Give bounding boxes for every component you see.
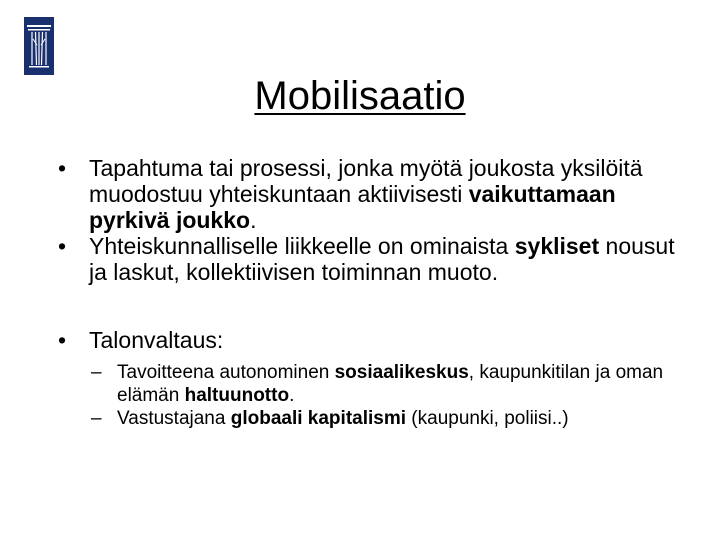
slide-body xyxy=(58,155,698,430)
sub-text: Tavoitteena autonominen xyxy=(117,362,335,383)
sub-bullet-item xyxy=(58,361,698,407)
bullet-text: nousut ja laskut, kollektiivisen toiminnan muoto. xyxy=(89,233,675,285)
sub-text: Vastustajana xyxy=(117,408,231,429)
bullet-text: Talonvaltaus: xyxy=(89,327,224,353)
bullet-mark: • xyxy=(58,233,67,259)
bullet-bold-text: vaikuttamaan pyrkivä joukko xyxy=(89,181,616,233)
bullet-text: Tapahtuma tai prosessi, jonka myötä joukosta yksilöitä muodostuu yhteiskuntaan aktiivisesti xyxy=(89,155,643,207)
bullet-mark: • xyxy=(58,155,67,181)
bullet-mark: • xyxy=(58,327,67,353)
bullet-text: . xyxy=(250,207,257,233)
bullet-item xyxy=(58,327,698,353)
sub-bullet-item xyxy=(58,407,698,430)
sub-text: , kaupunkitilan ja oman elämän xyxy=(117,362,664,406)
bullet-item xyxy=(58,155,698,233)
pillar-emblem-icon xyxy=(24,17,54,75)
slide-title: Mobilisaatio xyxy=(254,74,466,118)
sub-text: . xyxy=(289,385,295,406)
sub-bold-text: globaali kapitalismi xyxy=(230,408,407,429)
bullet-bold-text: sykliset xyxy=(514,233,600,259)
dash-mark: – xyxy=(91,408,102,429)
sub-bold-text: haltuunotto xyxy=(184,385,290,406)
bullet-item xyxy=(58,233,698,285)
sub-text: (kaupunki, poliisi..) xyxy=(406,408,569,429)
dash-mark: – xyxy=(91,362,102,383)
sub-bold-text: sosiaalikeskus xyxy=(334,362,469,383)
bullet-text: Yhteiskunnalliselle liikkeelle on ominaista xyxy=(89,233,515,259)
sub-list xyxy=(58,361,698,430)
